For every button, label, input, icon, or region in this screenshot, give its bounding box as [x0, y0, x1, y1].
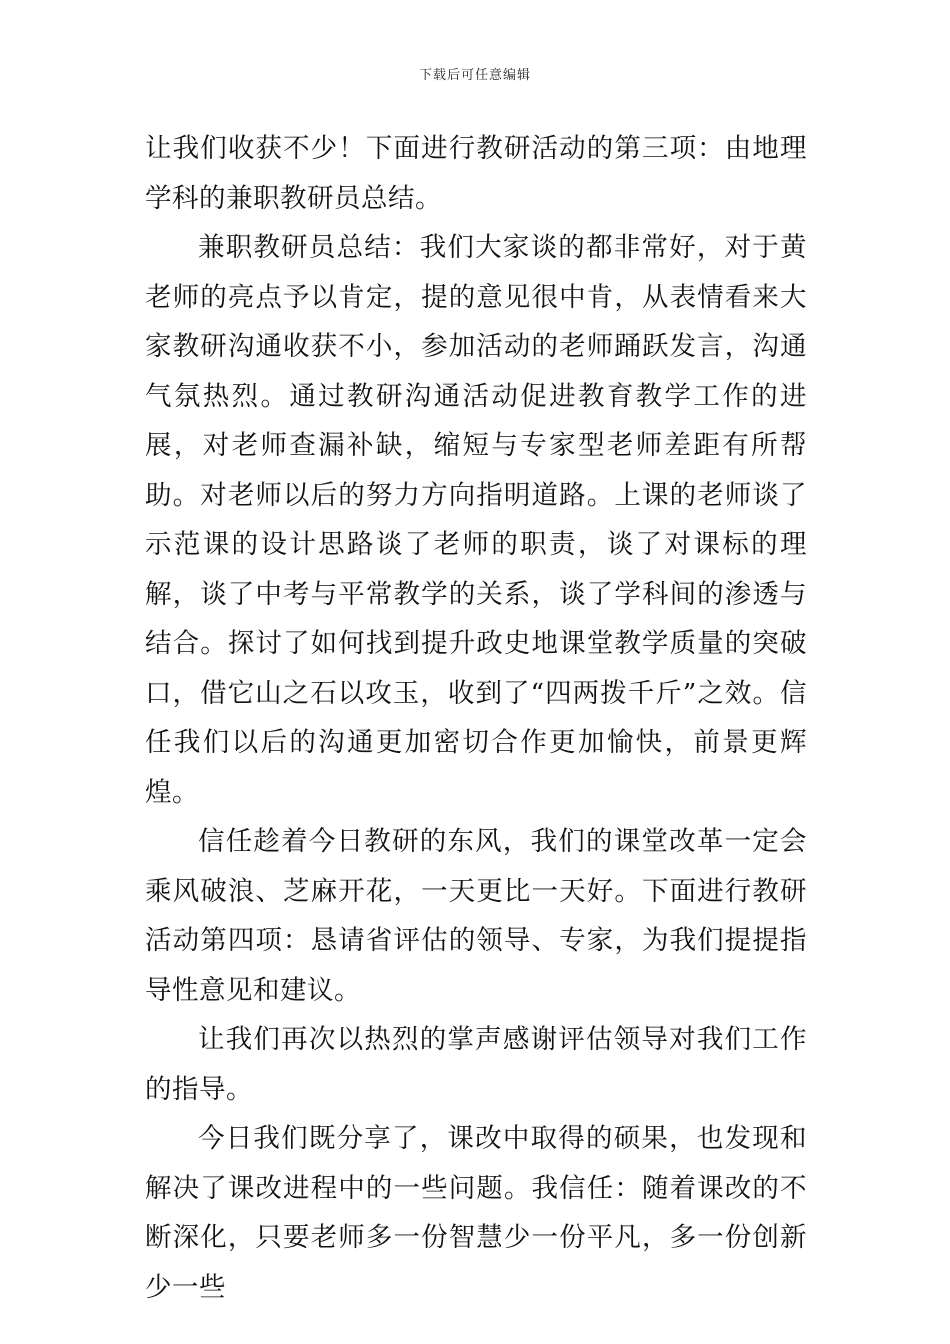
paragraph-3: 信任趁着今日教研的东风，我们的课堂改革一定会乘风破浪、芝麻开花，一天更比一天好。下面进行教研活动第四项：恳请省评估的领导、专家，为我们提提指导性意见和建议。 [145, 826, 807, 1006]
page-header: 下载后可任意编辑 [418, 68, 531, 83]
paragraph-5: 今日我们既分享了，课改中取得的硕果，也发现和解决了课改进程中的一些问题。我信任：随着课改的不断深化，只要老师多一份智慧少一份平凡，多一份创新少一些 [145, 1123, 807, 1303]
paragraph-1: 让我们收获不少！下面进行教研活动的第三项：由地理学科的兼职教研员总结。 [145, 133, 807, 214]
paragraph-2: 兼职教研员总结：我们大家谈的都非常好，对于黄老师的亮点予以肯定，提的意见很中肯，从表情看来大家教研沟通收获不小，参加活动的老师踊跃发言，沟通气氛热烈。通过教研沟通活动促进教育教学工作的进展，对老师查漏补缺，缩短与专家型老师差距有所帮助。对老师以后的努力方向指明道路。上课的老师谈了示范课的设计思路谈了老师的职责，谈了对课标的理解，谈了中考与平常教学的关系，谈了学科间的渗透与结合。探讨了如何找到提升政史地课堂教学质量的突破口，借它山之石以攻玉，收到了“四两拨千斤”之效。信任我们以后的沟通更加密切合作更加愉快，前景更辉煌。 [145, 232, 807, 808]
document-body [145, 124, 807, 1312]
paragraph-4: 让我们再次以热烈的掌声感谢评估领导对我们工作的指导。 [145, 1024, 807, 1105]
